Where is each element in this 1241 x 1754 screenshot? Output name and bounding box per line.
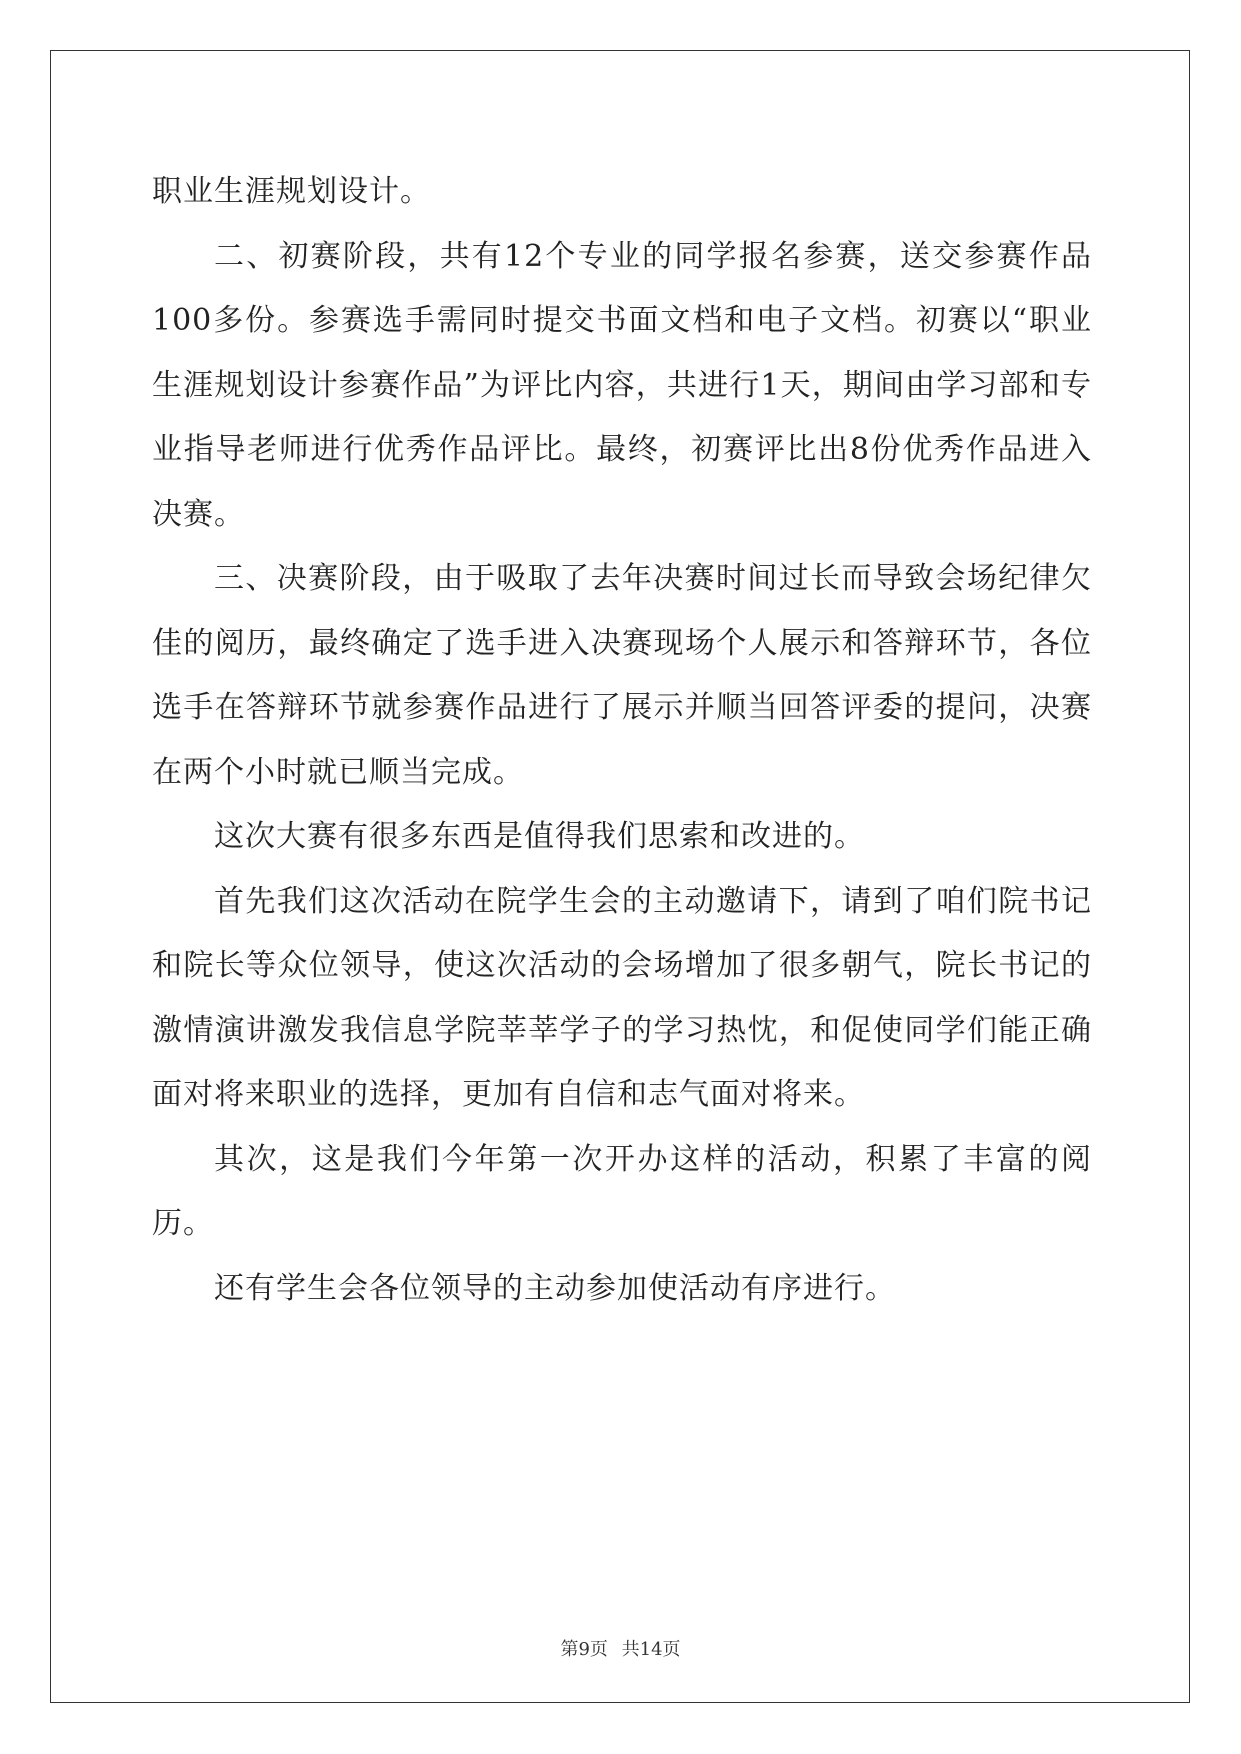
current-page-number: 第9页	[560, 1639, 608, 1660]
paragraph: 三、决赛阶段，由于吸取了去年决赛时间过长而导致会场纪律欠佳的阅历，最终确定了选手进入决赛现场个人展示和答辩环节，各位选手在答辩环节就参赛作品进行了展示并顺当回答评委的提问，决赛在两个小时就已顺当完成。	[152, 561, 1092, 790]
paragraph: 这次大赛有很多东西是值得我们思索和改进的。	[214, 819, 865, 854]
paragraph: 还有学生会各位领导的主动参加使活动有序进行。	[214, 1270, 896, 1306]
paragraph: 其次，这是我们今年第一次开办这样的活动，积累了丰富的阅历。	[152, 1141, 1092, 1241]
paragraph: 二、初赛阶段，共有12个专业的同学报名参赛，送交参赛作品100多份。参赛选手需同时提交书面文档和电子文档。初赛以“职业生涯规划设计参赛作品”为评比内容，共进行1天，期间由学习部和专业指导老师进行优秀作品评比。最终，初赛评比出8份优秀作品进入决赛。	[152, 238, 1092, 532]
total-pages: 共14页	[621, 1639, 681, 1660]
document-body	[152, 160, 1092, 1321]
paragraph: 职业生涯规划设计。	[152, 174, 431, 209]
paragraph: 首先我们这次活动在院学生会的主动邀请下，请到了咱们院书记和院长等众位领导，使这次活动的会场增加了很多朝气，院长书记的激情演讲激发我信息学院莘莘学子的学习热忱，和促使同学们能正确面对将来职业的选择，更加有自信和志气面对将来。	[152, 883, 1092, 1112]
page-footer	[0, 1635, 1241, 1661]
